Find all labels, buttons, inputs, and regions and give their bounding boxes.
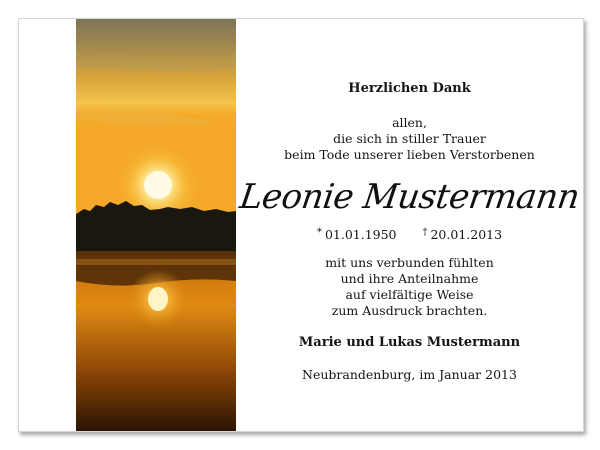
sunset-lake-image [76,19,236,431]
birth-date: 01.01.1950 [324,227,397,242]
intro-line: beim Tode unserer lieben Verstorbenen [284,147,535,162]
intro-text [236,115,583,163]
deceased-name: Leonie Mustermann [237,177,582,217]
intro-line: die sich in stiller Trauer [333,131,486,146]
death-symbol: † [422,227,428,238]
death-date: 20.01.2013 [430,227,503,242]
text-column [236,19,583,431]
thanks-line: mit uns verbunden fühlten [325,255,494,270]
thanks-line: und ihre Anteilnahme [340,271,479,286]
family-signature: Marie und Lukas Mustermann [298,335,521,350]
heading: Herzlichen Dank [348,81,471,96]
thanks-line: auf vielfältige Weise [345,287,474,302]
birth-symbol: * [316,227,322,238]
life-dates [236,227,583,242]
place-date: Neubrandenburg, im Januar 2013 [302,367,517,382]
intro-line: allen, [392,115,427,130]
thanks-line: zum Ausdruck brachten. [331,303,488,318]
thanks-text [236,255,583,319]
mourning-card [18,18,584,432]
